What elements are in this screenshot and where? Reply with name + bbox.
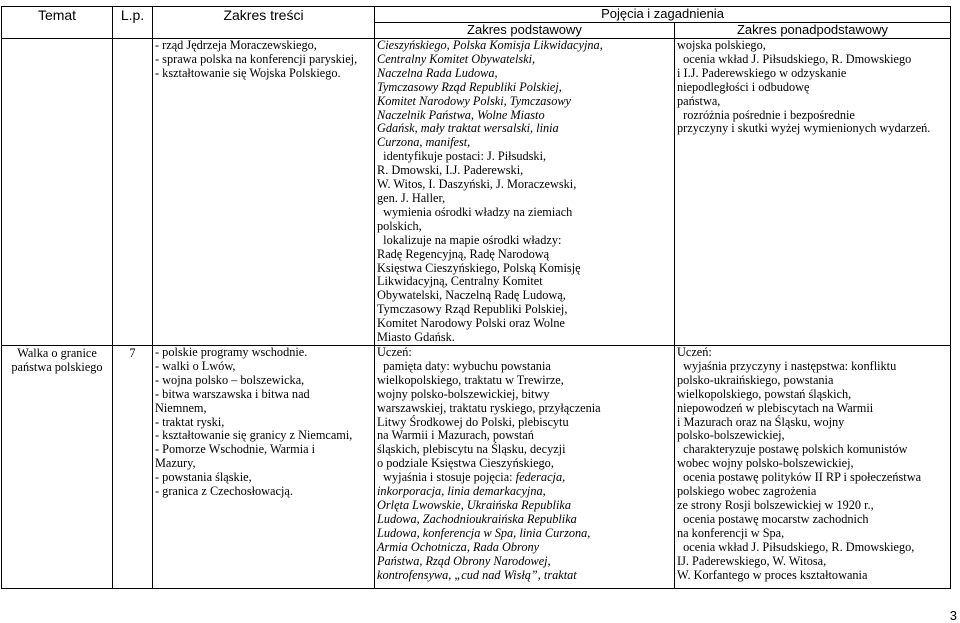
requirements-text: Uczeń: wyjaśnia przyczyny i następstwa: konfliktu polsko-ukraińskiego, powstania wielkopolskiego, powstań śląskich, niepowodzeń w plebiscytach na Warmii i Mazurach oraz na Śląsku, wojny polsko-bolszewickiej, charakteryzuje postawę polskich komunistów wobec wojny polsko-bolszewickiej, ocenia postawę polityków II RP i społeczeństwa polskiego wobec zagrożenia ze strony Rosji bolszewickiej w 1920 r., ocenia postawę mocarstw zachodnich na konferencji w Spa, ocenia wkład J. Piłsudskiego, R. Dmowskiego, IJ. Paderewskiego, W. Witosa, W. Korfantego w proces kształtowania — [677, 345, 922, 582]
cell-zakres-ponadpodstawowy — [675, 346, 951, 589]
cell-temat — [2, 39, 113, 346]
concepts-italic: federacja, inkorporacja, linia demarkacyjna, Orlęta Lwowskie, Ukraińska Republika Ludowa, Zachodnioukraińska Republika Ludowa, konferencja w Spa, linia Curzona, Armia Ochotnicza, Rada Obrony Państwa, Rząd Obrony Narodowej, kontrofensywa, „cud nad Wisłą”, traktat — [377, 470, 591, 582]
table-row — [2, 346, 951, 589]
requirements-text: wojska polskiego, ocenia wkład J. Piłsudskiego, R. Dmowskiego i I.J. Paderewskiego w odzyskanie niepodległości i odbudowę państwa, rozróżnia pośrednie i bezpośrednie przyczyny i skutki wyżej wymienionych wydarzeń. — [677, 38, 931, 136]
cell-zakres-tresci — [153, 346, 375, 589]
header-pojecia: Pojęcia i zagadnienia — [375, 7, 951, 23]
lesson-number: 7 — [129, 346, 136, 360]
cell-temat — [2, 346, 113, 589]
requirements-text: identyfikuje postaci: J. Piłsudski, R. Dmowski, I.J. Paderewski, W. Witos, I. Daszyński, J. Moraczewski, gen. J. Haller, wymienia ośrodki władzy na ziemiach polskich, lokalizuje na mapie ośrodki władzy: Radę Regencyjną, Radę Narodową Księstwa Cieszyńskiego, Polską Komisję Likwidacyjną, Centralny Komitet Obywatelski, Naczelną Radę Ludową, Tymczasowy Rząd Republiki Polskiej, Komitet Narodowy Polski oraz Wolne Miasto Gdańsk. — [377, 149, 581, 345]
header-lp: L.p. — [113, 7, 153, 39]
page-number: 3 — [949, 608, 957, 623]
cell-zakres-podstawowy — [375, 39, 675, 346]
header-zakres-tresci: Zakres treści — [153, 7, 375, 39]
requirements-text — [377, 346, 672, 582]
content-text: - rząd Jędrzeja Moraczewskiego, - sprawa polska na konferencji paryskiej, - kształtowanie się Wojska Polskiego. — [155, 38, 358, 80]
topic-title: Walka o granice państwa polskiego — [11, 346, 103, 374]
cell-zakres-tresci — [153, 39, 375, 346]
table-row — [2, 39, 951, 346]
content-text: - polskie programy wschodnie. - walki o Lwów, - wojna polsko – bolszewicka, - bitwa warszawska i bitwa nad Niemnem, - traktat ryski, - kształtowanie się granicy z Niemcami, - Pomorze Wschodnie, Warmia i Mazury, - powstania śląskie, - granica z Czechosłowacją. — [155, 345, 353, 499]
cell-zakres-podstawowy — [375, 346, 675, 589]
concepts-italic: Cieszyńskiego, Polska Komisja Likwidacyjna, Centralny Komitet Obywatelski, Naczelna Rada Ludowa, Tymczasowy Rząd Republiki Polskiej, Komitet Narodowy Polski, Tymczasowy Naczelnik Państwa, Wolne Miasto Gdańsk, mały traktat wersalski, linia Curzona, manifest, — [377, 38, 603, 150]
cell-lp — [113, 346, 153, 589]
curriculum-table — [1, 6, 951, 589]
cell-zakres-ponadpodstawowy — [675, 39, 951, 346]
header-zakres-podstawowy: Zakres podstawowy — [375, 23, 675, 39]
header-zakres-ponadpodstawowy: Zakres ponadpodstawowy — [675, 23, 951, 39]
cell-lp — [113, 39, 153, 346]
requirements-normal: Uczeń: pamięta daty: wybuchu powstania wielkopolskiego, traktatu w Trewirze, wojny polsko-bolszewickiej, bitwy warszawskiej, traktatu ryskiego, przyłączenia Litwy Środkowej do Polski, plebiscytu na Warmii i Mazurach, powstań śląskich, plebiscytu na Śląsku, decyzji o podziale Księstwa Cieszyńskiego, wyjaśnia i stosuje pojęcia: — [377, 345, 601, 485]
header-temat: Temat — [2, 7, 113, 39]
